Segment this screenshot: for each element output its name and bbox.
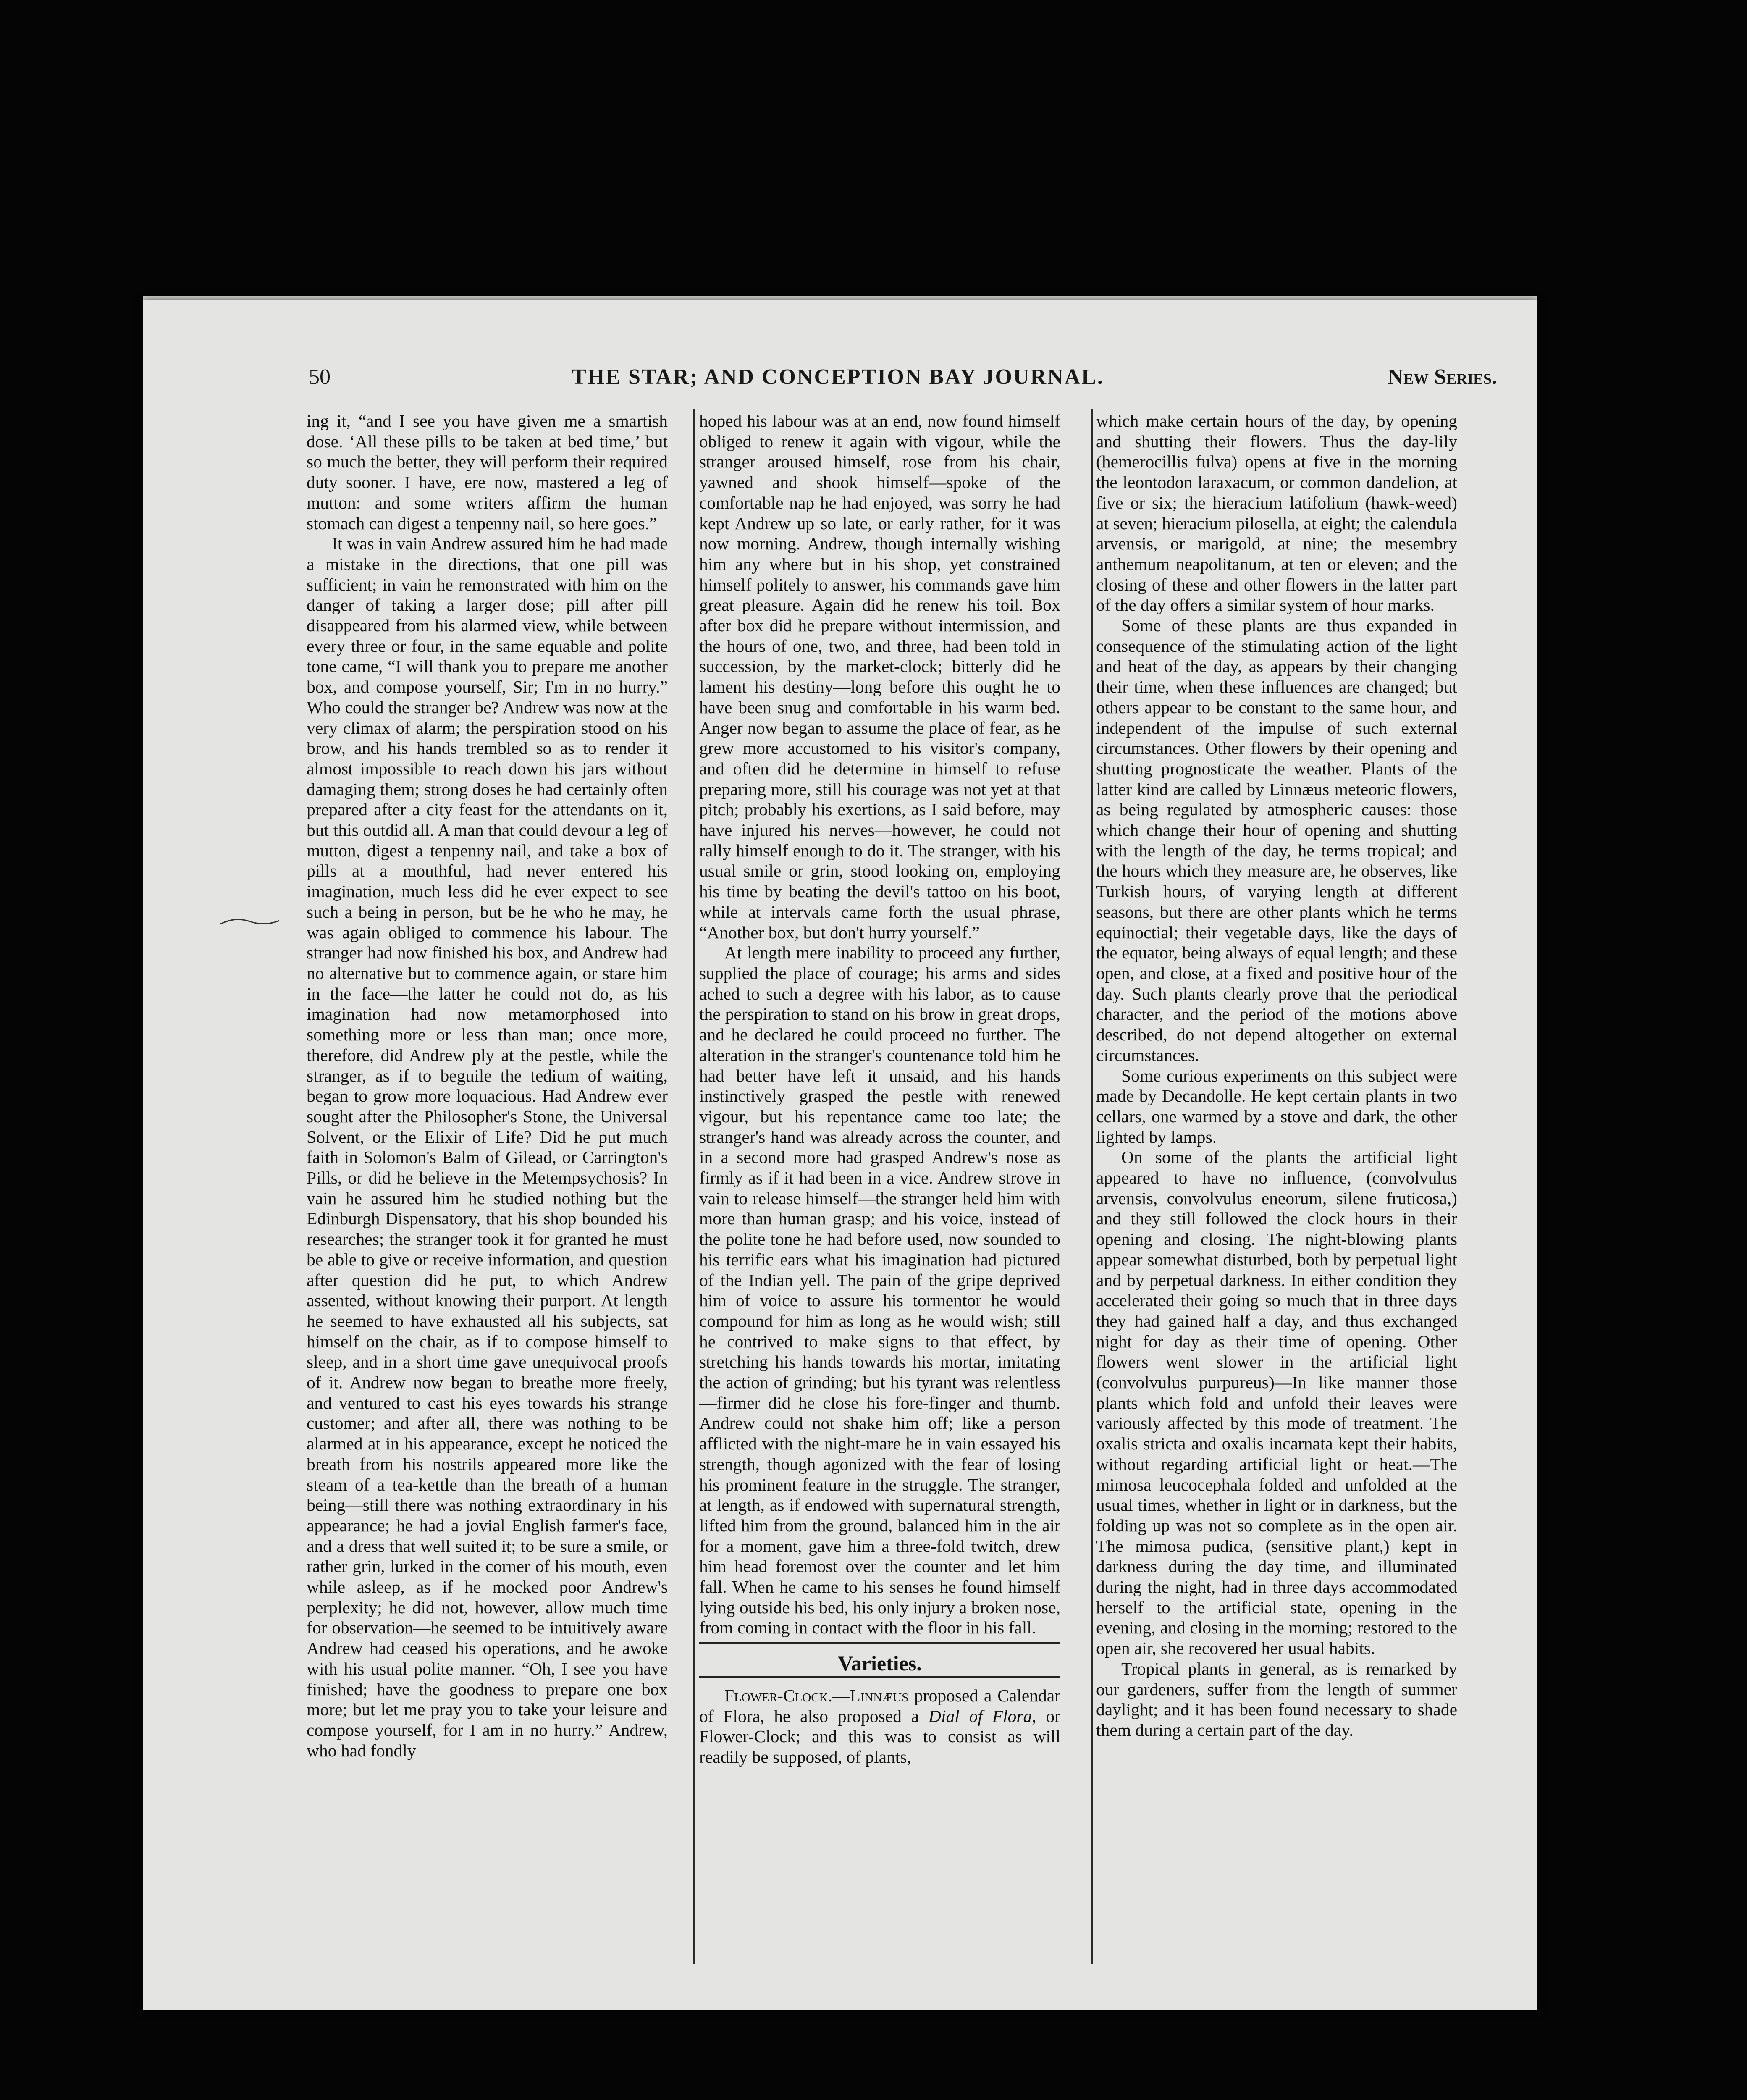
flower-clock-italic: Dial of Flora (929, 1706, 1032, 1726)
series-label: New Series. (1388, 365, 1497, 389)
pencil-mark (218, 916, 281, 928)
column-2 (699, 411, 1060, 1767)
flower-clock-lead: Flower-Clock.—Linnæus (724, 1685, 909, 1705)
column-1 (307, 411, 668, 1761)
paragraph-flower-clock (699, 1685, 1060, 1767)
column-3 (1096, 411, 1457, 1740)
page-number: 50 (309, 365, 331, 389)
paragraph: hoped his labour was at an end, now found himself obliged to renew it again with vigour, while the stranger aroused himself, rose from his chair, yawned and shook himself—spoke of the comfortable nap he had enjoyed, was sorry he had kept Andrew up so late, or early rather, for it was now morning. Andrew, though internally wishing him any where but in his shop, yet constrained himself politely to answer, his commands gave him great pleasure. Again did he renew his toil. Box after box did he prepare without intermission, and the hours of one, two, and three, had been told in succession, by the market-clock; bitterly did he lament his destiny—long before this ought he to have been snug and comfortable in his warm bed. Anger now began to assume the place of fear, as he grew more accustomed to his visitor's company, and often did he determine in himself to refuse preparing more, still his courage was not yet at that pitch; probably his exertions, as I said before, may have injured his nerves—however, he could not rally himself enough to do it. The stranger, with his usual smile or grin, stood looking on, employing his time by beating the devil's tattoo on his boot, while at intervals came forth the usual phrase, “Another box, but don't hurry yourself.” (699, 411, 1060, 942)
paragraph: It was in vain Andrew assured him he had made a mistake in the directions, that one pill was sufficient; in vain he remonstrated with him on the danger of taking a larger dose; pill after pill disappeared from his alarmed view, while between every three or four, in the same equable and polite tone came, “I will thank you to prepare me another box, and compose yourself, Sir; I'm in no hurry.” Who could the stranger be? Andrew was now at the very climax of alarm; the perspiration stood on his brow, and his hands trembled so as to render it almost impossible to reach down his jars without damaging them; strong doses he had certainly often prepared after a city feast for the attendants on it, but this outdid all. A man that could devour a leg of mutton, digest a tenpenny nail, and take a box of pills at a mouthful, had never entered his imagination, much less did he ever expect to see such a being in person, but be he who he may, he was again obliged to commence his labour. The stranger had now finished his box, and Andrew had no alternative but to commence again, or stare him in the face—the latter he could not do, as his imagination had now metamorphosed into something more or less than man; once more, therefore, did Andrew ply at the pestle, while the stranger, as if to beguile the tedium of waiting, began to grow more loquacious. Had Andrew ever sought after the Philosopher's Stone, the Universal Solvent, or the Elixir of Life? Did he put much faith in Solomon's Balm of Gilead, or Carrington's Pills, or did he believe in the Metempsychosis? In vain he assured him he studied nothing but the Edinburgh Dispensatory, that his shop bounded his researches; the stranger took it for granted he must be able to give or receive information, and question after question did he put, to which Andrew assented, without knowing their purport. At length he seemed to have exhausted all his subjects, sat himself on the chair, as if to compose himself to sleep, and in a short time gave unequivocal proofs of it. Andrew now began to breathe more freely, and ventured to cast his eyes towards his strange customer; and after all, there was nothing to be alarmed at in his appearance, except he noticed the breath from his nostrils appeared more like the steam of a tea-kettle than the breath of a human being—still there was nothing extraordinary in his appearance; he had a jovial English farmer's face, and a dress that well suited it; to be sure a smile, or rather grin, lurked in the corner of his mouth, even while asleep, as if he mocked poor Andrew's perplexity; he did not, however, allow much time for observation—he seemed to be intuitively aware Andrew had ceased his operations, and he awoke with his usual polite manner. “Oh, I see you have finished; have the goodness to prepare one box more; but let me pray you to take your leisure and compose yourself, for I am in no hurry.” Andrew, who had fondly (307, 534, 668, 1760)
flower-clock-text: proposed a Calendar of Flora, he also proposed a (699, 1685, 1060, 1726)
paragraph: Some curious experiments on this subject were made by Decandolle. He kept certain plants in two cellars, one warmed by a stove and dark, the other lighted by lamps. (1096, 1066, 1457, 1147)
flower-clock-rest: , or Flower-Clock; and this was to consist as will readily be supposed, of plants, (699, 1706, 1060, 1767)
paragraph: At length mere inability to proceed any further, supplied the place of courage; his arms and sides ached to such a degree with his labor, as to cause the perspiration to stand on his brow in great drops, and he declared he could proceed no further. The alteration in the stranger's countenance told him he had better have left it unsaid, and his hands instinctively grasped the pestle with renewed vigour, but his repentance came too late; the stranger's hand was already across the counter, and in a second more had grasped Andrew's nose as firmly as if it had been in a vice. Andrew strove in vain to release himself—the stranger held him with more than human grasp; and his voice, instead of the polite tone he had before used, now sounded to his terrific ears what his imagination had pictured of the Indian yell. The pain of the gripe deprived him of voice to assure his tormentor he would compound for him as long as he would wish; still he contrived to make signs to that effect, by stretching his hands towards his mortar, imitating the action of grinding; but his tyrant was relentless—firmer did he close his fore-finger and thumb. Andrew could not shake him off; like a person afflicted with the night-mare he in vain essayed his strength, though agonized with the fear of losing his prominent feature in the struggle. The stranger, at length, as if endowed with supernatural strength, lifted him from the ground, balanced him in the air for a moment, gave him a three-fold twitch, drew him head foremost over the counter and let him fall. When he came to his senses he found himself lying outside his bed, his only injury a broken nose, from coming in contact with the floor in his fall. (699, 943, 1060, 1638)
paragraph: On some of the plants the artificial light appeared to have no influence, (convolvulus arvensis, convolvulus eneorum, silene fruticosa,) and they still followed the clock hours in their opening and closing. The night-blowing plants appear somewhat disturbed, both by perpetual light and by perpetual darkness. In either condition they accelerated their going so much that in three days they had gained half a day, and thus exchanged night for day as their time of opening. Other flowers went slower in the artificial light (convolvulus purpureus)—In like manner those plants which fold and unfold their leaves were variously affected by this mode of treatment. The oxalis stricta and oxalis incarnata kept their habits, without regarding artificial light or heat.—The mimosa leucocephala folded and unfolded at the usual times, whether in light or in darkness, but the folding up was not so complete as in the open air. The mimosa pudica, (sensitive plant,) kept in darkness during the day time, and illuminated during the night, had in three days accommodated herself to the artificial state, opening in the evening, and closing in the morning; restored to the open air, she recovered her usual habits. (1096, 1147, 1457, 1658)
column-rule (1091, 410, 1093, 1964)
section-divider (699, 1642, 1060, 1644)
paragraph: Tropical plants in general, as is remarked by our gardeners, suffer from the length of summer daylight; and it has been found necessary to shade them during a certain part of the day. (1096, 1659, 1457, 1740)
paragraph: ing it, “and I see you have given me a smartish dose. ‘All these pills to be taken at bed time,’ but so much the better, they will perform their required duty sooner. I have, ere now, mastered a leg of mutton: and some writers affirm the human stomach can digest a tenpenny nail, so here goes.” (307, 411, 668, 533)
section-title-varieties: Varieties. (699, 1653, 1060, 1678)
column-rule (693, 410, 695, 1964)
paragraph: which make certain hours of the day, by opening and shutting their flowers. Thus the day-lily (hemerocillis fulva) opens at five in the morning the leontodon laraxacum, or common dandelion, at five or six; the hieracium latifolium (hawk-weed) at seven; hieracium pilosella, at eight; the calendula arvensis, or marigold, at nine; the mesembry anthemum neapolitanum, at ten or eleven; and the closing of these and other flowers in the latter part of the day offers a similar system of hour marks. (1096, 411, 1457, 615)
page-header (164, 365, 1512, 402)
journal-title: THE STAR; AND CONCEPTION BAY JOURNAL. (572, 365, 1104, 389)
paragraph: Some of these plants are thus expanded in consequence of the stimulating action of the light and heat of the day, as appears by their changing their time, when these influences are changed; but others appear to be constant to the same hour, and independent of the impulse of such external circumstances. Other flowers by their opening and shutting prognosticate the weather. Plants of the latter kind are called by Linnæus meteoric flowers, as being regulated by atmospheric causes: those which change their hour of opening and shutting with the length of the day, he terms tropical; and the hours which they measure are, he observes, like Turkish hours, of varying length at different seasons, but there are other plants which he terms equinoctial; their vegetable days, like the days of the equator, being always of equal length; and these open, and close, at a fixed and positive hour of the day. Such plants clearly prove that the periodical character, and the period of the motions above described, do not depend altogether on external circumstances. (1096, 616, 1457, 1065)
